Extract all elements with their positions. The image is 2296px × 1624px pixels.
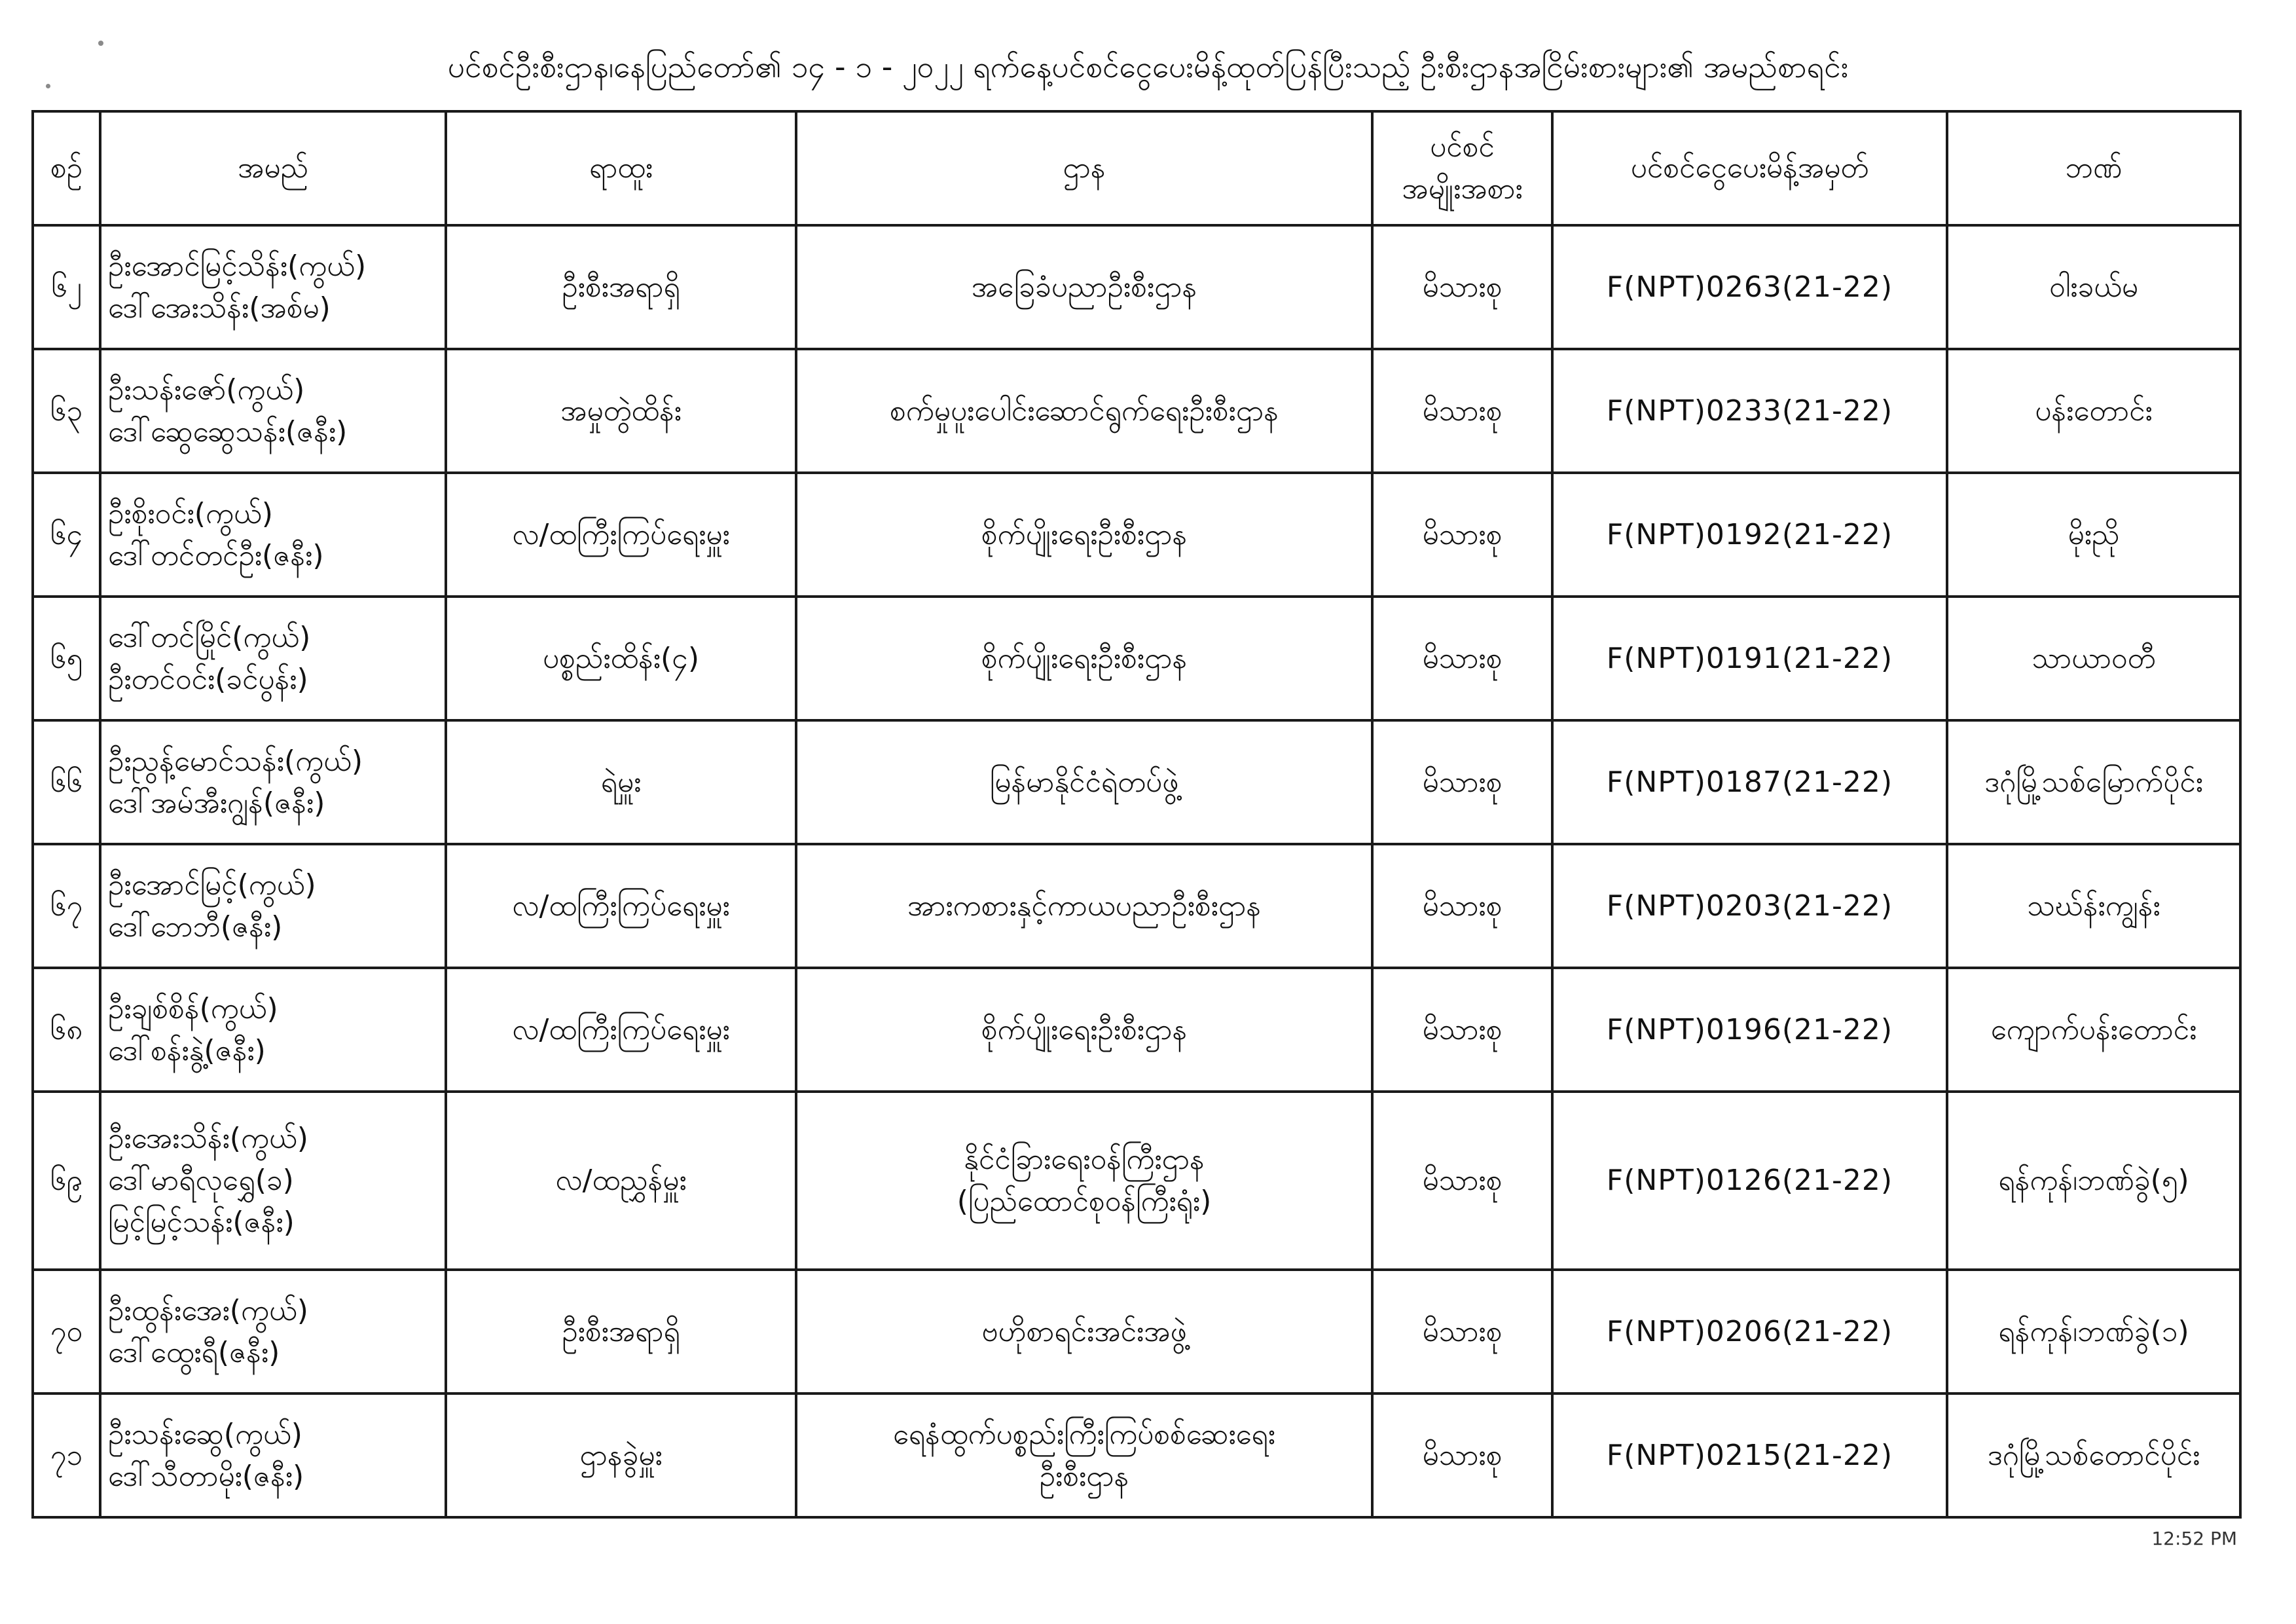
department-cell [796, 225, 1372, 349]
row-number: ၆၃ [33, 349, 100, 473]
department-cell-line: စိုက်ပျိုးရေးဦးစီးဌာန [981, 1012, 1188, 1046]
row-number: ၆၂ [33, 225, 100, 349]
department-cell [796, 1092, 1372, 1270]
pension-order-number: F(NPT)0191(21-22) [1552, 597, 1947, 720]
pension-type-cell: မိသားစု [1372, 349, 1552, 473]
row-number: ၆၆ [33, 720, 100, 844]
table-row [33, 1270, 2240, 1393]
pensioner-name [100, 844, 446, 968]
pensioner-name [100, 1393, 446, 1517]
pensioner-name [100, 1092, 446, 1270]
scan-dot [98, 41, 103, 46]
bank-cell: ပန်းတောင်း [1947, 349, 2240, 473]
table-row [33, 597, 2240, 720]
rank-cell: ဌာနခွဲမှူး [446, 1393, 796, 1517]
col-header-bank: ဘဏ် [1947, 111, 2240, 225]
department-cell [796, 1270, 1372, 1393]
pensioner-name-line: ဦးအောင်မြင့်(ကွယ်) [108, 868, 316, 902]
rank-cell: လ/ထကြီးကြပ်ရေးမှူး [446, 968, 796, 1092]
table-row [33, 225, 2240, 349]
department-cell-line: မြန်မာနိုင်ငံရဲတပ်ဖွဲ့ [989, 765, 1179, 799]
rank-cell: အမှုတွဲထိန်း [446, 349, 796, 473]
pension-order-number: F(NPT)0126(21-22) [1552, 1092, 1947, 1270]
pensioner-name [100, 473, 446, 597]
col-header-type [1372, 111, 1552, 225]
bank-cell: သာယာဝတီ [1947, 597, 2240, 720]
pensioner-name-line: ဦးစိုးဝင်း(ကွယ်) [108, 496, 273, 530]
pensioner-name-line: ဦးညွန့်မောင်သန်း(ကွယ်) [108, 744, 363, 778]
row-number: ၇၁ [33, 1393, 100, 1517]
table-row [33, 1393, 2240, 1517]
department-cell-line: ဗဟိုစာရင်းအင်းအဖွဲ့ [981, 1314, 1187, 1348]
department-cell [796, 968, 1372, 1092]
pension-type-cell: မိသားစု [1372, 225, 1552, 349]
pension-type-cell: မိသားစု [1372, 1270, 1552, 1393]
pension-type-cell: မိသားစု [1372, 720, 1552, 844]
department-cell-line: (ပြည်ထောင်စုဝန်ကြီးရုံး) [957, 1185, 1212, 1218]
department-cell-line: ရေနံထွက်ပစ္စည်းကြီးကြပ်စစ်ဆေးရေး [893, 1417, 1275, 1451]
table-body [33, 225, 2240, 1517]
pensioner-name-line: ဦးတင်ဝင်း(ခင်ပွန်း) [108, 662, 308, 696]
page-title: ပင်စင်ဦးစီးဌာန၊နေပြည်တော်၏ ၁၄ - ၁ - ၂၀၂၂ ရက်နေ့ပင်စင်ငွေပေးမိန့်ထုတ်ပြန်ပြီးသည့် ဦးစီးဌာနအငြိမ်းစားများ၏ အမည်စာရင်း [447, 49, 1849, 84]
pensioner-name-line: ဒေါ်တင်မြိုင်(ကွယ်) [108, 620, 311, 654]
department-cell-line: စိုက်ပျိုးရေးဦးစီးဌာန [981, 641, 1188, 675]
table-row [33, 968, 2240, 1092]
pension-order-number: F(NPT)0215(21-22) [1552, 1393, 1947, 1517]
bank-cell: ရန်ကုန်၊ဘဏ်ခွဲ(၅) [1947, 1092, 2240, 1270]
department-cell-line: စက်မှုပူးပေါင်းဆောင်ရွက်ရေးဦးစီးဌာန [890, 394, 1279, 428]
department-cell [796, 844, 1372, 968]
bank-cell: သဃ်န်းကျွန်း [1947, 844, 2240, 968]
pension-type-cell: မိသားစု [1372, 1092, 1552, 1270]
print-timestamp: 12:52 PM [2151, 1528, 2237, 1549]
rank-cell: ဦးစီးအရာရှိ [446, 225, 796, 349]
pension-order-number: F(NPT)0263(21-22) [1552, 225, 1947, 349]
bank-cell: မိုးညို [1947, 473, 2240, 597]
pension-type-cell: မိသားစု [1372, 968, 1552, 1092]
pensioner-name-line: ဒေါ်ထွေးရီ(ဇနီး) [108, 1335, 280, 1369]
pensioner-name-line: ဒေါ်ဆွေဆွေသန်း(ဇနီး) [108, 415, 348, 449]
col-header-dept: ဌာန [796, 111, 1372, 225]
table-row [33, 349, 2240, 473]
pension-type-cell: မိသားစု [1372, 473, 1552, 597]
pensioner-name-line: ဦးချစ်စိန်(ကွယ်) [108, 991, 278, 1025]
pensioner-name [100, 720, 446, 844]
col-header-num: စဉ် [33, 111, 100, 225]
rank-cell: လ/ထညွှန်မှူး [446, 1092, 796, 1270]
pensioner-name-line: ဦးအောင်မြင့်သိန်း(ကွယ်) [108, 249, 367, 283]
pensioner-name-line: ဒေါ်တင်တင်ဦး(ဇနီး) [108, 538, 324, 572]
bank-cell: ဝါးခယ်မ [1947, 225, 2240, 349]
row-number: ၇၀ [33, 1270, 100, 1393]
pension-order-number: F(NPT)0196(21-22) [1552, 968, 1947, 1092]
pensioner-name-line: ဒေါ်အေးသိန်း(အစ်မ) [108, 291, 331, 325]
row-number: ၆၅ [33, 597, 100, 720]
row-number: ၆၉ [33, 1092, 100, 1270]
bank-cell: ရန်ကုန်၊ဘဏ်ခွဲ(၁) [1947, 1270, 2240, 1393]
pensioner-name-line: ဒေါ်ဘေဘီ(ဇနီး) [108, 910, 283, 944]
pensioner-name-line: ဒေါ်အမ်အီးဂျွန်(ဇနီး) [108, 786, 325, 820]
table-row [33, 1092, 2240, 1270]
pension-type-cell: မိသားစု [1372, 844, 1552, 968]
bank-cell: ဒဂုံမြို့သစ်မြောက်ပိုင်း [1947, 720, 2240, 844]
department-cell-line: အားကစားနှင့်ကာယပညာဦးစီးဌာန [907, 889, 1262, 923]
pension-order-number: F(NPT)0203(21-22) [1552, 844, 1947, 968]
col-header-type-line: အမျိုးအစား [1402, 172, 1523, 206]
pensioner-name [100, 597, 446, 720]
pensioner-name-line: ဦးအေးသိန်း(ကွယ်) [108, 1122, 308, 1155]
pensioner-name-line: ဦးသန်းဆွေ(ကွယ်) [108, 1417, 302, 1451]
pension-order-number: F(NPT)0206(21-22) [1552, 1270, 1947, 1393]
col-header-type-line: ပင်စင် [1430, 130, 1495, 164]
table-row [33, 844, 2240, 968]
department-cell [796, 349, 1372, 473]
department-cell [796, 597, 1372, 720]
pension-order-number: F(NPT)0192(21-22) [1552, 473, 1947, 597]
table-header-row [33, 111, 2240, 225]
pension-type-cell: မိသားစု [1372, 597, 1552, 720]
row-number: ၆၇ [33, 844, 100, 968]
department-cell-line: အခြေခံပညာဦးစီးဌာန [971, 270, 1197, 304]
pension-order-number: F(NPT)0233(21-22) [1552, 349, 1947, 473]
pensioner-name-line: ဦးထွန်းအေး(ကွယ်) [108, 1293, 308, 1327]
pensioner-name-line: ဒေါ်စန်းနွဲ့(ဇနီး) [108, 1033, 266, 1067]
table-row [33, 720, 2240, 844]
department-cell [796, 1393, 1372, 1517]
department-cell-line: ဦးစီးဌာန [1039, 1459, 1129, 1493]
pensioner-name [100, 968, 446, 1092]
col-header-rank: ရာထူး [446, 111, 796, 225]
pensioner-name-line: ဒေါ်မာရီလုရွှေ(ခ) [108, 1164, 294, 1197]
department-cell [796, 720, 1372, 844]
rank-cell: ဦးစီးအရာရှိ [446, 1270, 796, 1393]
rank-cell: လ/ထကြီးကြပ်ရေးမှူး [446, 473, 796, 597]
pensioner-name [100, 1270, 446, 1393]
department-cell [796, 473, 1372, 597]
row-number: ၆၈ [33, 968, 100, 1092]
row-number: ၆၄ [33, 473, 100, 597]
col-header-cert: ပင်စင်ငွေပေးမိန့်အမှတ် [1552, 111, 1947, 225]
bank-cell: ဒဂုံမြို့သစ်တောင်ပိုင်း [1947, 1393, 2240, 1517]
rank-cell: ရဲမှူး [446, 720, 796, 844]
department-cell-line: စိုက်ပျိုးရေးဦးစီးဌာန [981, 517, 1188, 551]
pension-type-cell: မိသားစု [1372, 1393, 1552, 1517]
col-header-name: အမည် [100, 111, 446, 225]
pensioner-name [100, 225, 446, 349]
pensioner-name-line: ဒေါ်သီတာမိုး(ဇနီး) [108, 1459, 304, 1493]
bank-cell: ကျောက်ပန်းတောင်း [1947, 968, 2240, 1092]
department-cell-line: နိုင်ငံခြားရေးဝန်ကြီးဌာန [964, 1143, 1205, 1176]
table-row [33, 473, 2240, 597]
rank-cell: ပစ္စည်းထိန်း(၄) [446, 597, 796, 720]
pensioner-name [100, 349, 446, 473]
pensioner-name-line: ဦးသန်းဇော်(ကွယ်) [108, 373, 305, 407]
rank-cell: လ/ထကြီးကြပ်ရေးမှူး [446, 844, 796, 968]
pension-order-number: F(NPT)0187(21-22) [1552, 720, 1947, 844]
pension-table [31, 110, 2242, 1519]
pensioner-name-line: မြင့်မြင့်သန်း(ဇနီး) [108, 1206, 295, 1239]
